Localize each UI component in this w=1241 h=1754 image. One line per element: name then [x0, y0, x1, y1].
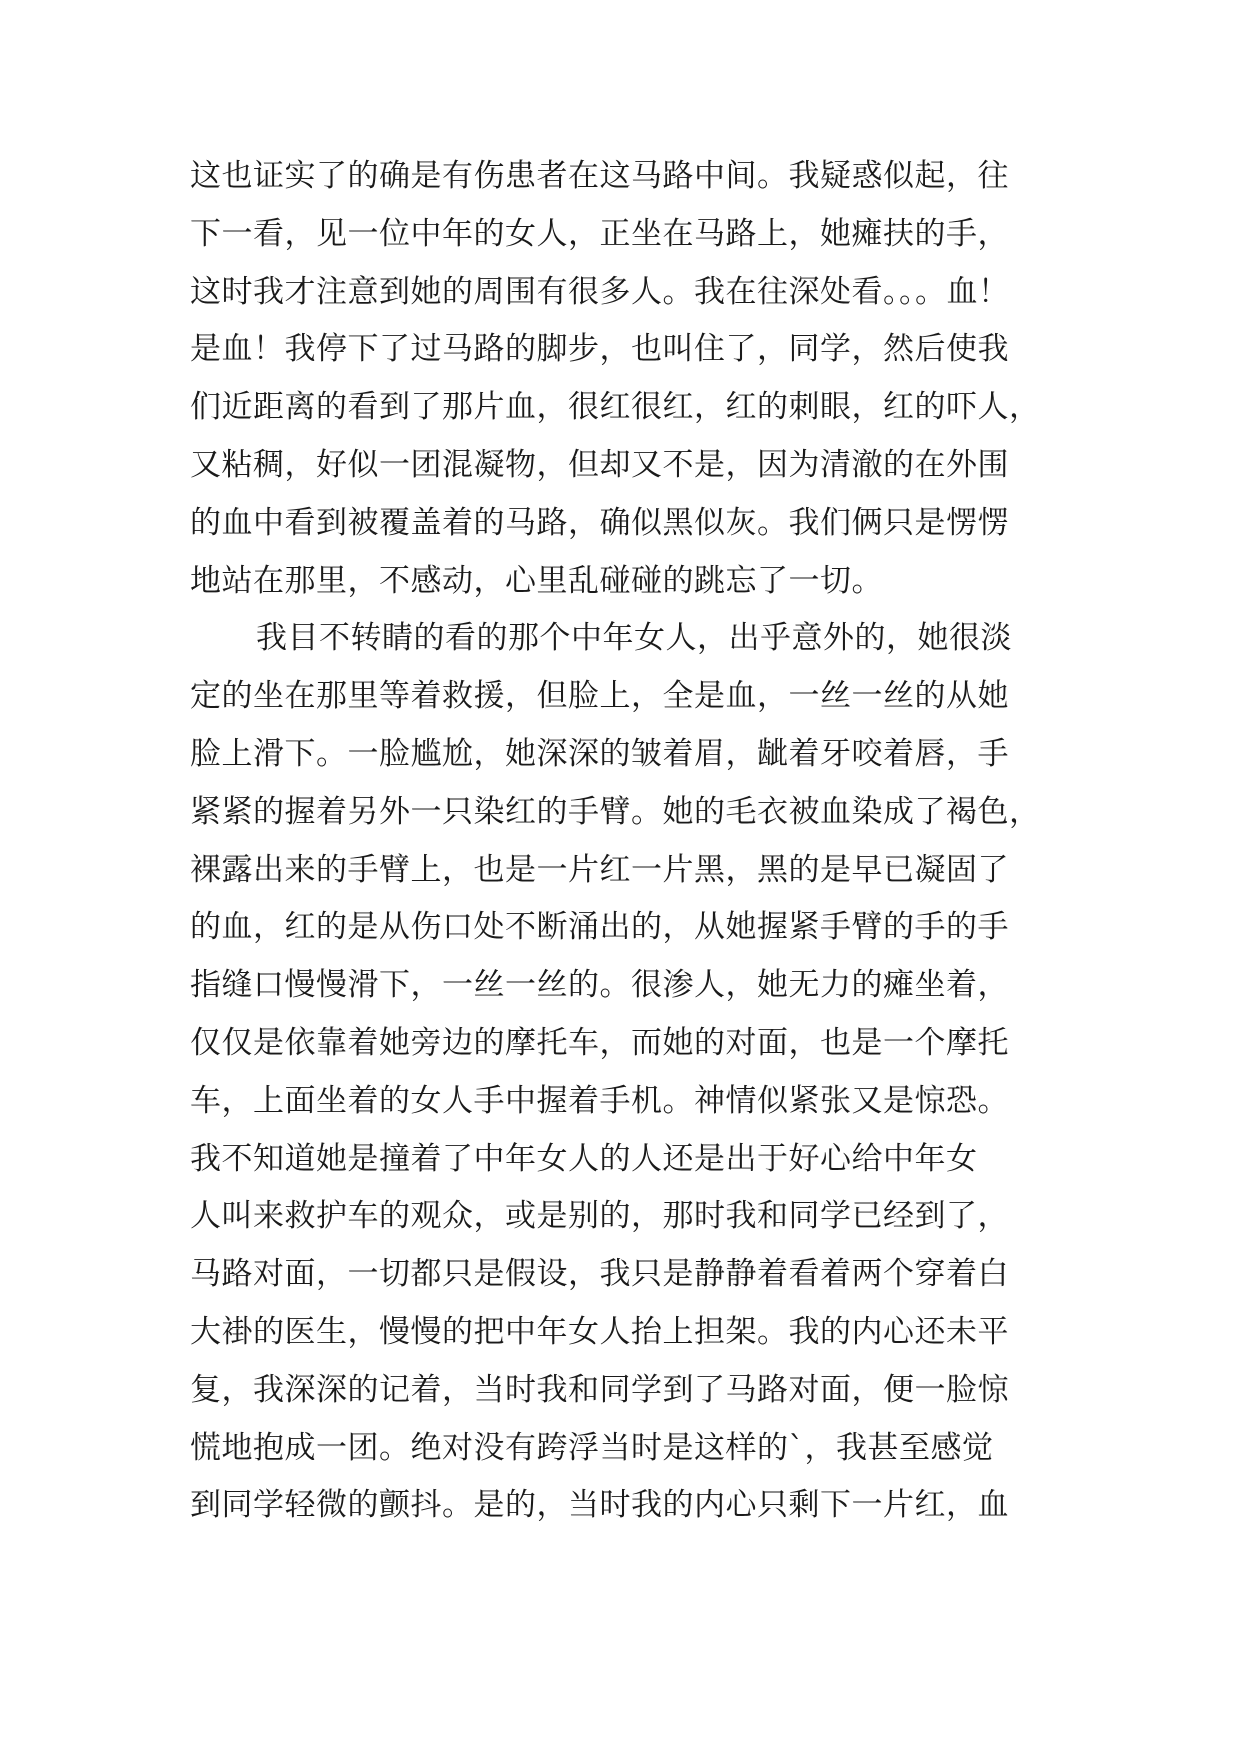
paragraph-2-line-2: 定的坐在那里等着救援，但脸上，全是血，一丝一丝的从她: [190, 678, 1009, 715]
paragraph-2-line-7: 指缝口慢慢滑下，一丝一丝的。很渗人，她无力的瘫坐着，: [190, 967, 1009, 1004]
paragraph-2-line-1: 我目不转睛的看的那个中年女人，出乎意外的，她很淡: [256, 620, 1012, 657]
paragraph-1-line-7: 的血中看到被覆盖着的马路，确似黑似灰。我们俩只是愣愣: [190, 504, 1009, 541]
paragraph-2-line-5: 裸露出来的手臂上，也是一片红一片黑，黑的是早已凝固了: [190, 851, 1009, 888]
paragraph-2-line-14: 复，我深深的记着，当时我和同学到了马路对面，便一脸惊: [190, 1371, 1009, 1408]
paragraph-1-line-1: 这也证实了的确是有伤患者在这马路中间。我疑惑似起，往: [190, 158, 1009, 194]
paragraph-2-line-15: 慌地抱成一团。绝对没有跨浮当时是这样的`，我甚至感觉: [190, 1429, 994, 1466]
paragraph-2-line-11: 人叫来救护车的观众，或是别的，那时我和同学已经到了，: [190, 1198, 1009, 1235]
paragraph-2-line-8: 仅仅是依靠着她旁边的摩托车，而她的对面，也是一个摩托: [190, 1024, 1009, 1061]
paragraph-2-line-13: 大褂的医生，慢慢的把中年女人抬上担架。我的内心还未平: [190, 1313, 1009, 1350]
paragraph-2-line-9: 车，上面坐着的女人手中握着手机。神情似紧张又是惊恐。: [190, 1082, 1009, 1119]
paragraph-2-line-12: 马路对面，一切都只是假设，我只是静静着看着两个穿着白: [190, 1256, 1009, 1293]
paragraph-1-line-4: 是血！我停下了过马路的脚步，也叫住了，同学，然后使我: [190, 331, 1009, 368]
paragraph-2-line-10: 我不知道她是撞着了中年女人的人还是出于好心给中年女: [190, 1140, 978, 1177]
paragraph-2-line-3: 脸上滑下。一脸尴尬，她深深的皱着眉，龇着牙咬着唇，手: [190, 735, 1009, 772]
body-text: [190, 148, 1070, 1535]
paragraph-2-line-16: 到同学轻微的颤抖。是的，当时我的内心只剩下一片红，血: [190, 1487, 1009, 1524]
paragraph-1-line-5: 们近距离的看到了那片血，很红很红，红的刺眼，红的吓人，: [190, 389, 1041, 426]
paragraph-2-line-4: 紧紧的握着另外一只染红的手臂。她的毛衣被血染成了褐色，: [190, 793, 1041, 830]
paragraph-1-line-8: 地站在那里，不感动，心里乱碰碰的跳忘了一切。: [190, 562, 883, 599]
paragraph-1-line-3: 这时我才注意到她的周围有很多人。我在往深处看。。。血！: [190, 273, 1010, 310]
paragraph-2-line-6: 的血，红的是从伤口处不断涌出的，从她握紧手臂的手的手: [190, 909, 1009, 946]
paragraph-1-line-6: 又粘稠，好似一团混凝物，但却又不是，因为清澈的在外围: [190, 446, 1009, 483]
paragraph-1-line-2: 下一看，见一位中年的女人，正坐在马路上，她瘫扶的手，: [190, 215, 1009, 252]
